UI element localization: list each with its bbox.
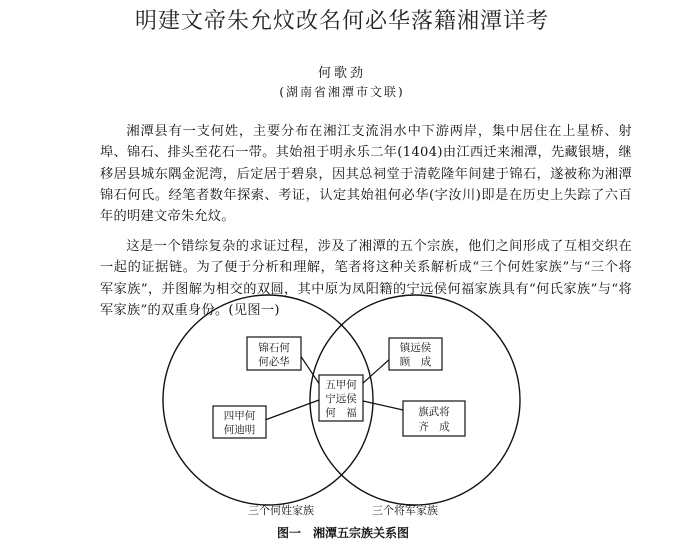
- box-bottom-left-line-2: 何迪明: [223, 424, 256, 436]
- right-circle-label: 三个将军家族: [372, 504, 438, 517]
- box-bottom-left-line-1: 四甲何: [223, 410, 256, 422]
- box-center-line-2: 宁远侯: [325, 393, 357, 405]
- box-top-right: [389, 338, 442, 370]
- box-top-left: [247, 337, 301, 370]
- box-top-left-line-2: 何必华: [258, 356, 290, 368]
- box-bottom-left: [213, 406, 266, 438]
- box-bottom-right: [403, 401, 465, 436]
- box-center-line-3: 何 福: [325, 407, 357, 419]
- left-circle-label: 三个何姓家族: [248, 504, 314, 517]
- box-top-left-line-1: 锦石何: [258, 342, 290, 354]
- box-top-right-line-2: 顾 成: [399, 356, 432, 368]
- author-name: 何歌劲: [317, 66, 366, 81]
- box-center-line-1: 五甲何: [325, 379, 357, 391]
- line-topleft-center: [300, 355, 320, 385]
- figure-caption: 图一 湘潭五宗族关系图: [276, 526, 410, 540]
- box-bottom-right-line-1: 旗武将: [418, 406, 450, 418]
- page-title: 明建文帝朱允炆改名何必华落籍湘潭详考: [134, 9, 549, 34]
- line-bottomright-center: [363, 401, 403, 410]
- box-center: [319, 375, 363, 421]
- author-affiliation: (湖南省湘潭市文联): [279, 85, 405, 99]
- body-paragraph-2: 这是一个错综复杂的求证过程，涉及了湘潭的五个宗族，他们之间形成了互相交织在一起的证据链。为了便于分析和理解，笔者将这种关系解析成“三个何姓家族”与“三个将军家族”，并图解为相交的双圆，其中原为凤阳籍的宁远侯何福家族具有“何氏家族”与“将军家族”的双重身份。(见图一): [100, 239, 632, 318]
- box-bottom-right-line-2: 齐 成: [418, 421, 450, 433]
- box-top-right-line-1: 镇远侯: [399, 342, 432, 354]
- body-paragraph-1: 湘潭县有一支何姓，主要分布在湘江支流涓水中下游两岸，集中居住在上星桥、射埠、锦石、排头至花石一带。其始祖于明永乐二年(1404)由江西迁来湘潭，先藏银塘，继移居县城东隅金泥湾，后定居于碧泉，因其总祠堂于清乾隆年间建于锦石，遂被称为湘潭锦石何氏。经笔者数年探索、考证，认定其始祖何必华(字汝川)即是在历史上失踪了六百年的明建文帝朱允炆。: [100, 124, 632, 225]
- line-topright-center: [362, 357, 392, 384]
